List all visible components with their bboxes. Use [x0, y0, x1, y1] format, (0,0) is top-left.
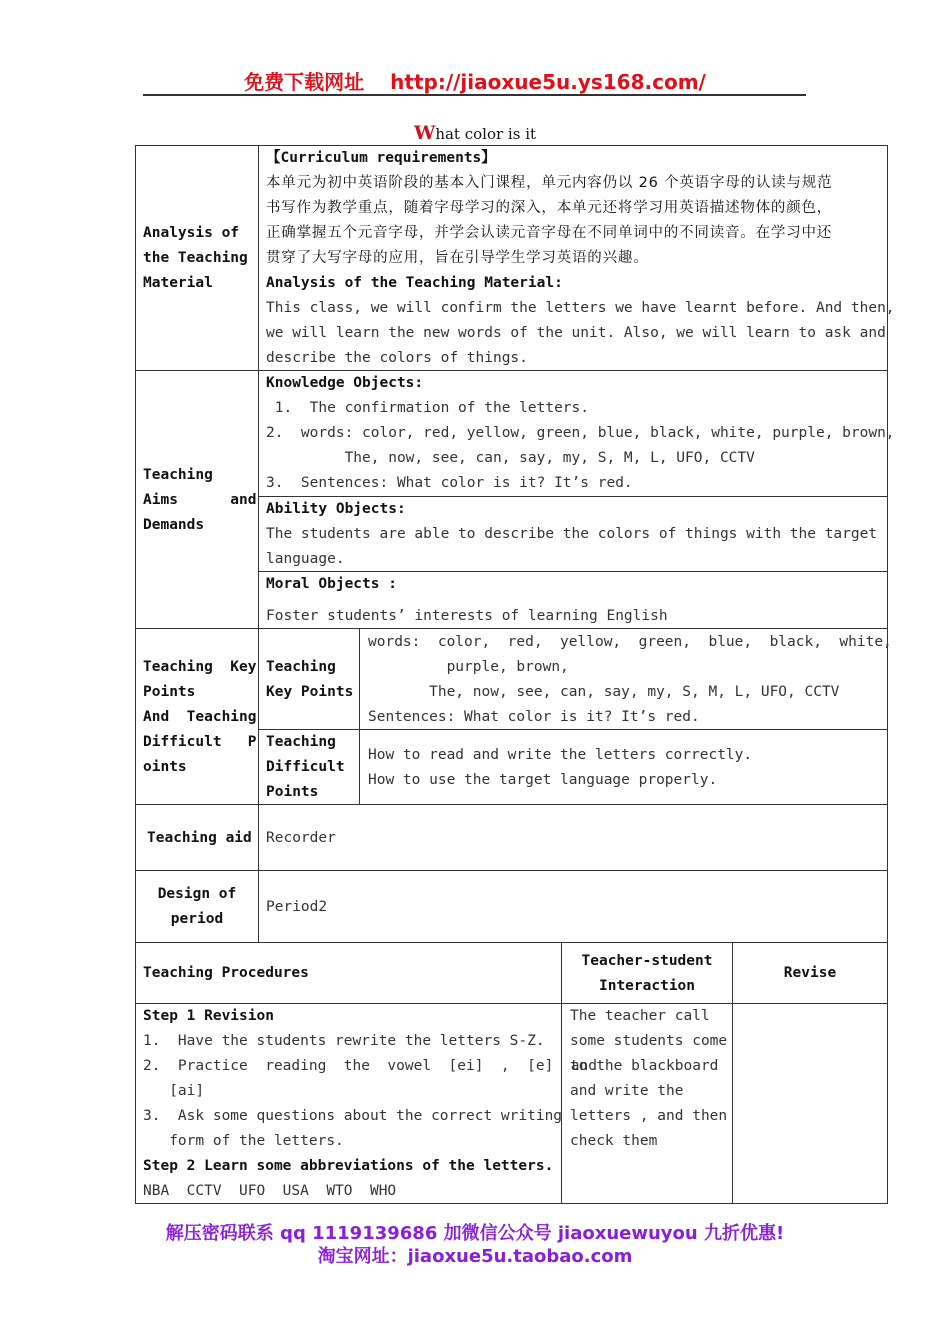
keypoints-label-5: oints [143, 759, 187, 775]
step2-heading: Step 2 Learn some abbreviations of the letters. [143, 1158, 554, 1174]
footer-contact: 解压密码联系 qq 1119139686 加微信公众号 jiaoxuewuyou 九折优惠! [165, 1223, 785, 1244]
period-label-2: period [170, 911, 224, 927]
interaction-line-3: to the blackboard [570, 1058, 719, 1074]
material-line-2: we will learn the new words of the unit. Also, we will learn to ask and [266, 325, 886, 341]
knowledge-heading: Knowledge Objects: [266, 375, 424, 391]
step1-line-5: form of the letters. [143, 1133, 344, 1149]
knowledge-line-2: 2. words: color, red, yellow, green, blue, black, white, purple, brown, [266, 425, 895, 441]
key-sub-label-2: Key Points [266, 684, 354, 700]
aid-label: Teaching aid [147, 830, 252, 846]
revise-body-cell [732, 1003, 888, 1204]
step1-line-4: 3. Ask some questions about the correct writing [143, 1108, 563, 1124]
curriculum-line-1: 本单元为初中英语阶段的基本入门课程，单元内容仍以 26 个英语字母的认读与规范 [266, 175, 833, 191]
ability-heading: Ability Objects: [266, 501, 406, 517]
interaction-line-6: check them [570, 1133, 658, 1149]
period-value: Period2 [266, 899, 328, 915]
interaction-header-1: Teacher-student [581, 953, 713, 969]
header-label: 免费下载网址 [244, 70, 365, 94]
download-header [0, 66, 950, 95]
material-heading: Analysis of the Teaching Material: [266, 275, 563, 291]
step1-line-2: 2. Practice reading the vowel [ei] , [e] and [143, 1058, 597, 1074]
knowledge-line-1: 1. The confirmation of the letters. [266, 400, 590, 416]
step1-line-3: [ai] [143, 1083, 205, 1099]
aims-label-1: Teaching [143, 467, 213, 483]
aims-label-2: Aims and [143, 492, 257, 508]
footer-taobao-link[interactable]: 淘宝网址：jiaoxue5u.taobao.com [317, 1246, 633, 1267]
curriculum-line-4: 贯穿了大写字母的应用，旨在引导学生学习英语的兴趣。 [266, 250, 649, 266]
difficult-sub-label-2: Difficult [266, 759, 345, 775]
knowledge-line-3: The, now, see, can, say, my, S, M, L, UFO, CCTV [266, 450, 755, 466]
difficult-sub-label-1: Teaching [266, 734, 336, 750]
header-url-link[interactable]: http://jiaoxue5u.ys168.com/ [390, 70, 706, 94]
revise-header: Revise [783, 965, 837, 981]
aid-value-cell [258, 804, 888, 871]
interaction-line-4: and write the [570, 1083, 684, 1099]
aid-value: Recorder [266, 830, 336, 846]
keypoints-label-2: Points [143, 684, 196, 700]
header-divider [143, 94, 806, 96]
ability-line-1: The students are able to describe the colors of things with the target [266, 526, 878, 542]
interaction-line-1: The teacher call [570, 1008, 710, 1024]
analysis-label-1: Analysis of [143, 225, 240, 241]
key-content-3: The, now, see, can, say, my, S, M, L, UFO, CCTV [368, 684, 840, 700]
title-rest: hat color is it [435, 125, 537, 143]
moral-line: Foster students’ interests of learning English [266, 608, 668, 624]
interaction-line-2: some students come [570, 1033, 728, 1049]
difficult-content-2: How to use the target language properly. [368, 772, 718, 788]
keypoints-label-4: Difficult P [143, 734, 257, 750]
difficult-sub-label-3: Points [266, 784, 319, 800]
procedures-header: Teaching Procedures [143, 965, 309, 981]
material-line-3: describe the colors of things. [266, 350, 528, 366]
analysis-label-2: the Teaching [143, 250, 248, 266]
analysis-label-3: Material [143, 275, 213, 291]
title-initial: W [413, 122, 436, 144]
period-label-1: Design of [157, 886, 237, 902]
step1-line-1: 1. Have the students rewrite the letters S-Z. [143, 1033, 545, 1049]
key-sub-label-1: Teaching [266, 659, 336, 675]
knowledge-line-4: 3. Sentences: What color is it? It’s red. [266, 475, 633, 491]
moral-heading: Moral Objects : [266, 576, 397, 592]
curriculum-line-2: 书写作为教学重点，随着字母学习的深入，本单元还将学习用英语描述物体的颜色， [266, 200, 833, 216]
period-value-cell [258, 870, 888, 943]
key-content-1: words: color, red, yellow, green, blue, black, white, [368, 634, 892, 650]
document-title [0, 122, 950, 144]
key-content-4: Sentences: What color is it? It’s red. [368, 709, 700, 725]
keypoints-label-3: And Teaching [143, 709, 257, 725]
difficult-content-1: How to read and write the letters correctly. [368, 747, 753, 763]
interaction-header-2: Interaction [598, 978, 696, 994]
key-content-2: purple, brown, [368, 659, 569, 675]
keypoints-label-1: Teaching Key [143, 659, 257, 675]
step1-heading: Step 1 Revision [143, 1008, 274, 1024]
material-line-1: This class, we will confirm the letters we have learnt before. And then, [266, 300, 895, 316]
interaction-line-5: letters , and then [570, 1108, 728, 1124]
curriculum-heading: 【Curriculum requirements】 [266, 150, 496, 166]
ability-line-2: language. [266, 551, 345, 567]
aims-label-3: Demands [143, 517, 205, 533]
curriculum-line-3: 正确掌握五个元音字母，并学会认读元音字母在不同单词中的不同读音。在学习中还 [266, 225, 833, 241]
step2-line: NBA CCTV UFO USA WTO WHO [143, 1183, 397, 1199]
